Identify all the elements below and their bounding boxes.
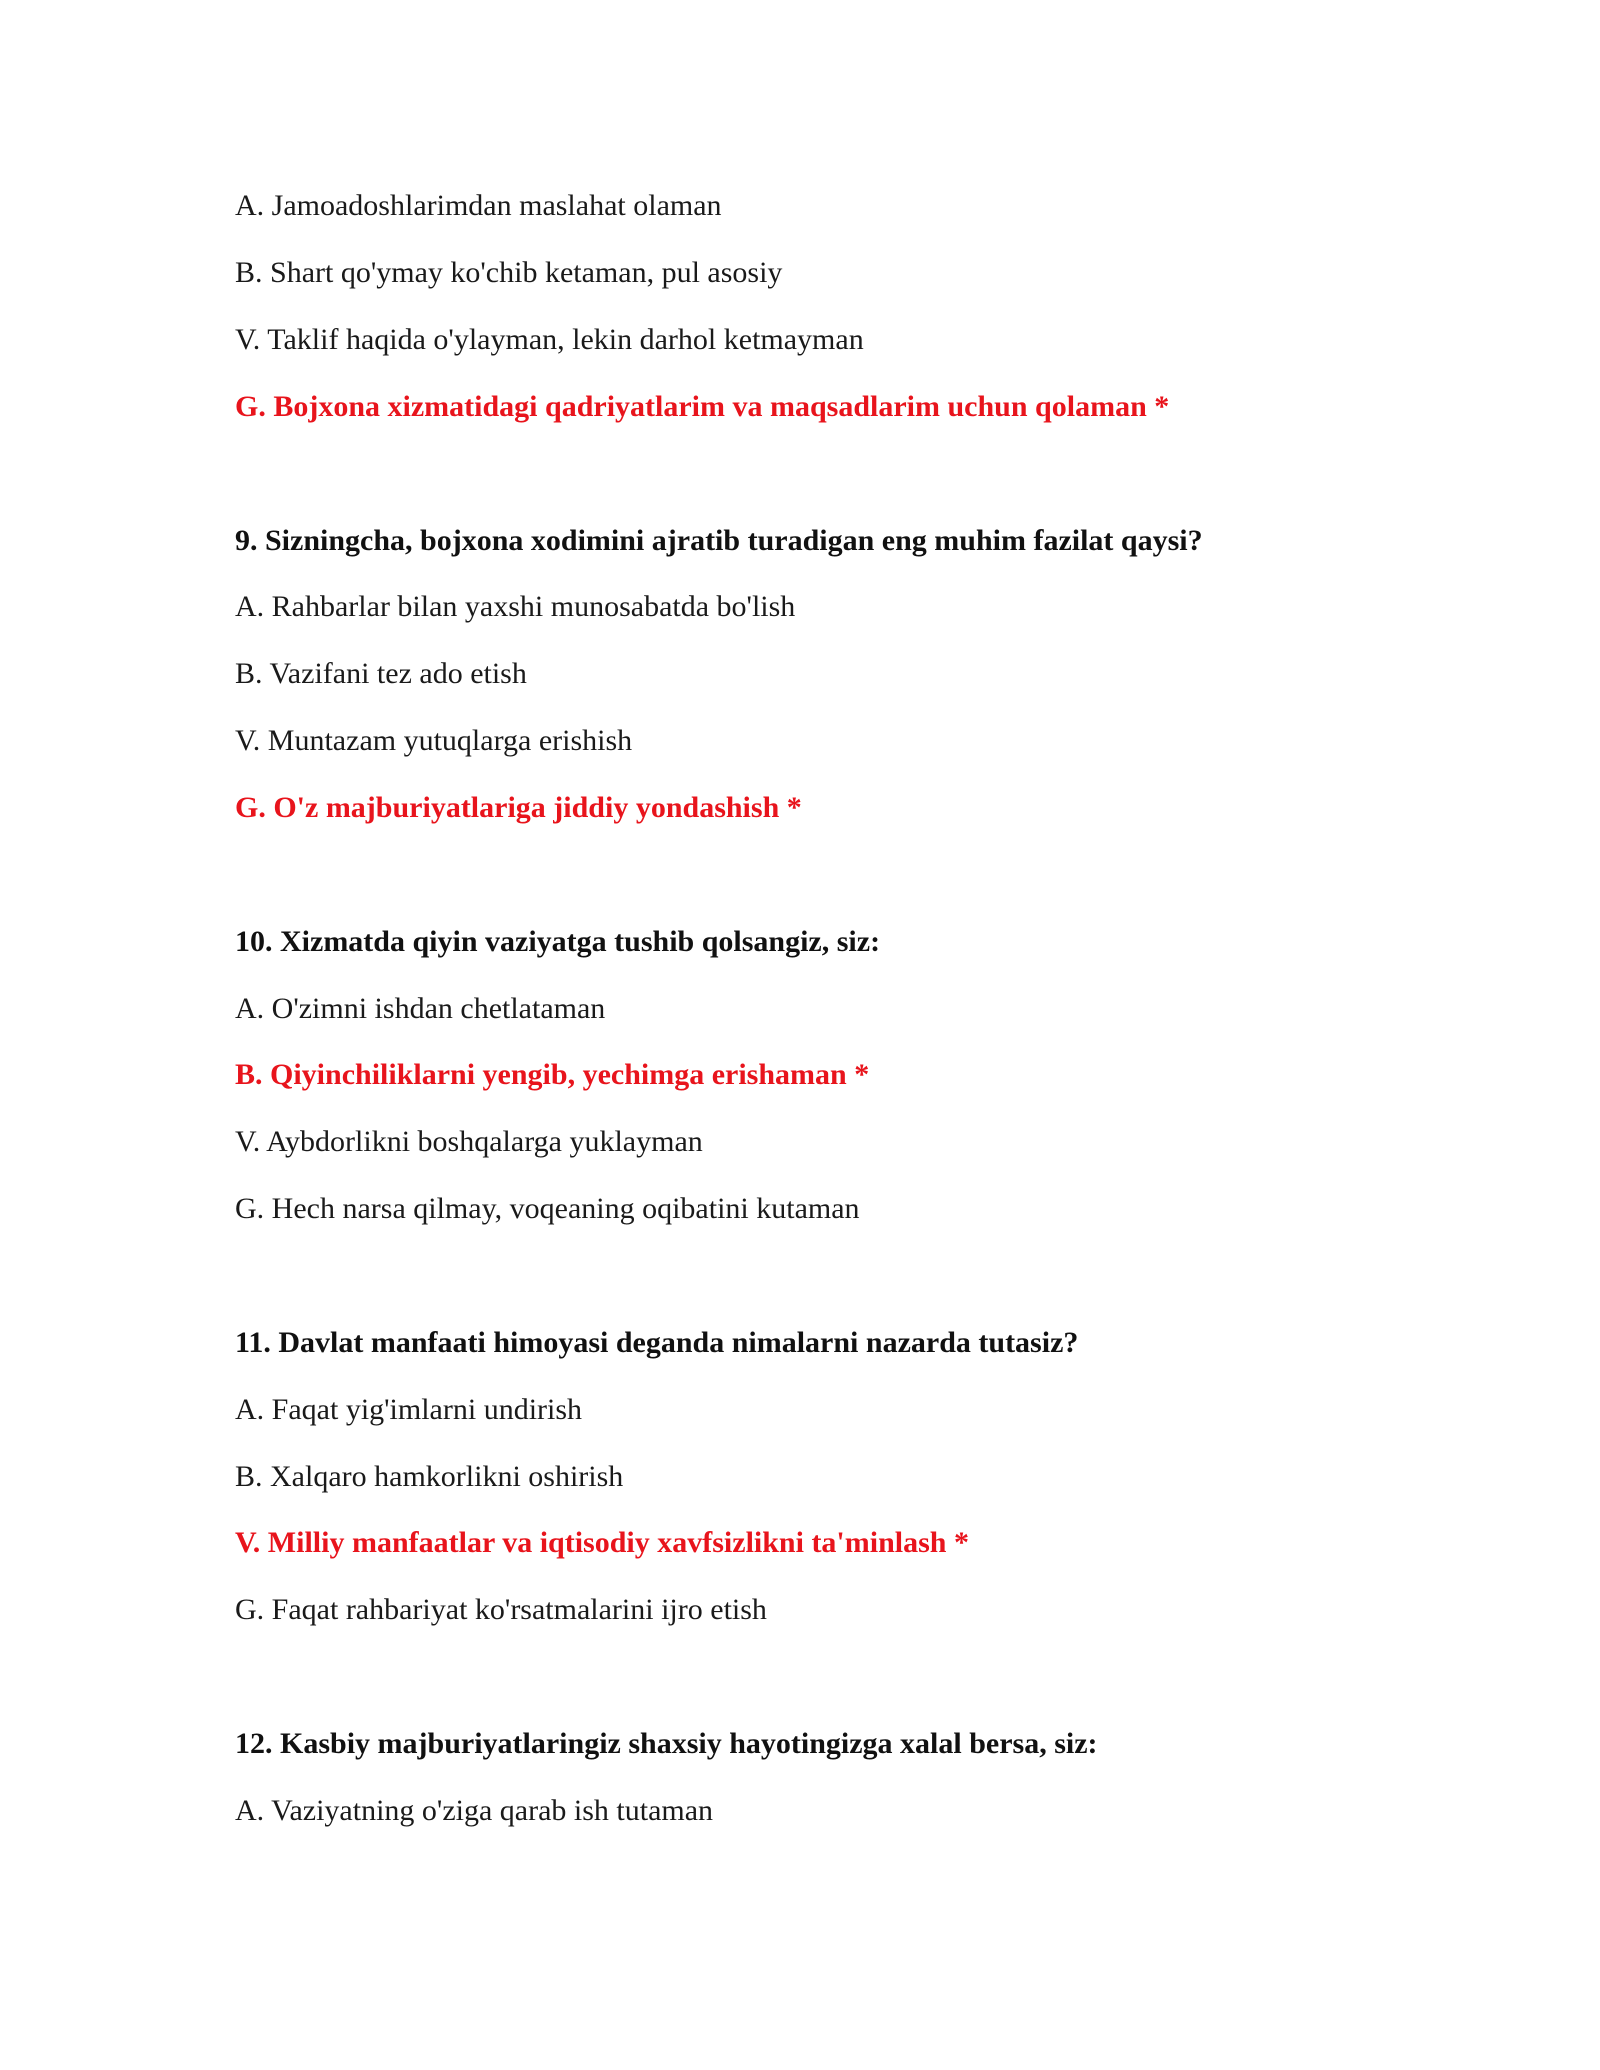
answer-option: B. Xalqaro hamkorlikni oshirish — [235, 1460, 624, 1493]
answer-option: A. O'zimni ishdan chetlataman — [235, 992, 606, 1025]
answer-option: A. Faqat yig'imlarni undirish — [235, 1393, 583, 1426]
answer-option: A. Vaziyatning o'ziga qarab ish tutaman — [235, 1794, 714, 1827]
question-title: 9. Sizningcha, bojxona xodimini ajratib turadigan eng muhim fazilat qaysi? — [235, 524, 1203, 557]
correct-answer-option: B. Qiyinchiliklarni yengib, yechimga erishaman * — [235, 1058, 870, 1091]
correct-answer-option: V. Milliy manfaatlar va iqtisodiy xavfsizlikni ta'minlash * — [235, 1526, 969, 1559]
answer-option: G. Hech narsa qilmay, voqeaning oqibatini kutaman — [235, 1192, 860, 1225]
question-title: 11. Davlat manfaati himoyasi deganda nimalarni nazarda tutasiz? — [235, 1326, 1079, 1359]
answer-option: B. Vazifani tez ado etish — [235, 657, 527, 690]
correct-answer-option: G. O'z majburiyatlariga jiddiy yondashish * — [235, 791, 802, 824]
answer-option: A. Jamoadoshlarimdan maslahat olaman — [235, 189, 722, 222]
answer-option: V. Taklif haqida o'ylayman, lekin darhol ketmayman — [235, 323, 864, 356]
correct-answer-option: G. Bojxona xizmatidagi qadriyatlarim va maqsadlarim uchun qolaman * — [235, 390, 1170, 423]
question-title: 10. Xizmatda qiyin vaziyatga tushib qolsangiz, siz: — [235, 925, 881, 958]
answer-option: A. Rahbarlar bilan yaxshi munosabatda bo'lish — [235, 590, 796, 623]
answer-option: G. Faqat rahbariyat ko'rsatmalarini ijro etish — [235, 1593, 767, 1626]
answer-option: V. Aybdorlikni boshqalarga yuklayman — [235, 1125, 703, 1158]
answer-option: B. Shart qo'ymay ko'chib ketaman, pul asosiy — [235, 256, 783, 289]
answer-option: V. Muntazam yutuqlarga erishish — [235, 724, 633, 757]
question-title: 12. Kasbiy majburiyatlaringiz shaxsiy hayotingizga xalal bersa, siz: — [235, 1727, 1098, 1760]
